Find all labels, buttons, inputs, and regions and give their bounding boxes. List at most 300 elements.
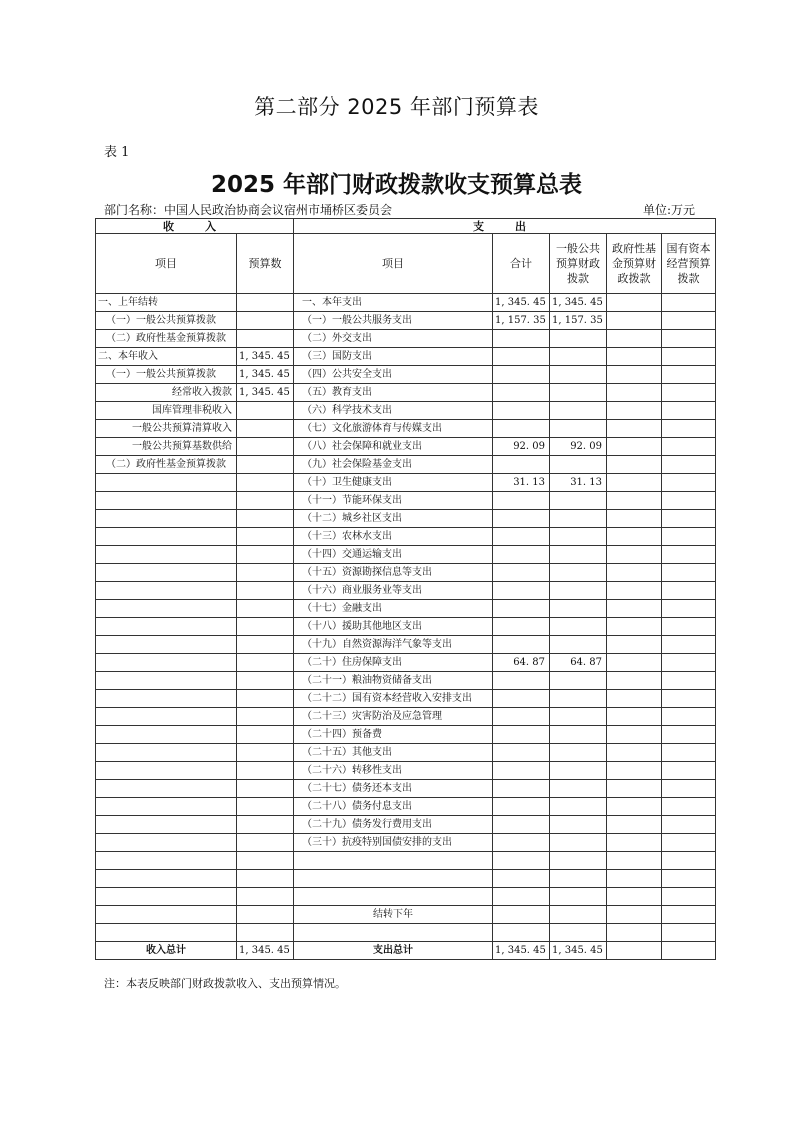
table-row	[96, 474, 716, 492]
income-item-cell: 经常收入拨款	[96, 384, 237, 402]
income-total-amount: 1, 345. 45	[237, 942, 294, 960]
total-cell	[493, 402, 550, 420]
table-row	[96, 510, 716, 528]
total-cell	[493, 384, 550, 402]
income-amount-cell	[237, 456, 294, 474]
income-amount-cell	[237, 924, 294, 942]
table-title: 2025 年部门财政拨款收支预算总表	[210, 172, 583, 198]
general-budget-cell	[550, 492, 607, 510]
income-amount-cell	[237, 510, 294, 528]
total-cell	[493, 816, 550, 834]
unit-label: 单位:万元	[643, 203, 696, 217]
general-budget-cell	[550, 924, 607, 942]
soe-budget-cell	[662, 726, 716, 744]
income-item-cell	[96, 744, 237, 762]
table-row	[96, 528, 716, 546]
total-cell	[493, 924, 550, 942]
table-row	[96, 492, 716, 510]
total-cell	[493, 528, 550, 546]
income-item-cell	[96, 798, 237, 816]
fund-budget-cell	[607, 924, 662, 942]
income-amount-cell	[237, 528, 294, 546]
expense-item-cell: （七）文化旅游体育与传媒支出	[294, 420, 493, 438]
general-budget-cell: 92. 09	[550, 438, 607, 456]
table-number: 表 1	[104, 145, 130, 160]
expense-item-cell: （十二）城乡社区支出	[294, 510, 493, 528]
income-total-label: 收入总计	[96, 942, 237, 960]
fund-budget-cell	[607, 888, 662, 906]
income-item-cell	[96, 600, 237, 618]
general-budget-cell: 1, 345. 45	[550, 294, 607, 312]
income-item-cell	[96, 762, 237, 780]
general-budget-cell: 64. 87	[550, 654, 607, 672]
expense-item-header: 项目	[294, 234, 493, 294]
table-row	[96, 600, 716, 618]
soe-budget-cell	[662, 348, 716, 366]
expense-item-cell: （二十）住房保障支出	[294, 654, 493, 672]
income-amount-cell: 1, 345. 45	[237, 366, 294, 384]
table-row	[96, 582, 716, 600]
fund-budget-cell	[607, 330, 662, 348]
income-item-cell	[96, 582, 237, 600]
expense-item-cell: （二十九）债务发行费用支出	[294, 816, 493, 834]
income-item-cell: 一般公共预算清算收入	[96, 420, 237, 438]
fund-budget-cell	[607, 582, 662, 600]
table-row	[96, 924, 716, 942]
income-item-cell	[96, 852, 237, 870]
fund-budget-cell	[607, 348, 662, 366]
total-cell	[493, 330, 550, 348]
table-row	[96, 816, 716, 834]
table-row	[96, 654, 716, 672]
income-amount-cell	[237, 852, 294, 870]
expense-item-cell: （二十一）粮油物资储备支出	[294, 672, 493, 690]
income-amount-cell	[237, 600, 294, 618]
general-budget-cell	[550, 690, 607, 708]
expense-item-cell: （五）教育支出	[294, 384, 493, 402]
general-budget-cell	[550, 708, 607, 726]
general-budget-cell	[550, 384, 607, 402]
table-row	[96, 690, 716, 708]
fund-budget-cell	[607, 366, 662, 384]
soe-budget-cell	[662, 816, 716, 834]
soe-budget-cell	[662, 510, 716, 528]
total-cell	[493, 546, 550, 564]
income-amount-cell: 1, 345. 45	[237, 348, 294, 366]
total-cell	[493, 600, 550, 618]
soe-budget-cell	[662, 906, 716, 924]
soe-budget-cell	[662, 672, 716, 690]
income-amount-cell	[237, 654, 294, 672]
soe-budget-cell	[662, 330, 716, 348]
income-item-cell	[96, 780, 237, 798]
general-budget-cell	[550, 834, 607, 852]
income-amount-cell	[237, 438, 294, 456]
total-header: 合计	[493, 234, 550, 294]
fund-budget-cell	[607, 294, 662, 312]
general-total-amount: 1, 345. 45	[550, 942, 607, 960]
soe-budget-cell	[662, 600, 716, 618]
fund-budget-cell	[607, 852, 662, 870]
income-amount-cell	[237, 402, 294, 420]
expense-item-cell: （十三）农林水支出	[294, 528, 493, 546]
soe-budget-cell	[662, 852, 716, 870]
expense-item-cell	[294, 870, 493, 888]
expense-item-cell: （十七）金融支出	[294, 600, 493, 618]
income-item-cell	[96, 708, 237, 726]
total-cell	[493, 798, 550, 816]
soe-budget-cell	[662, 456, 716, 474]
general-budget-cell	[550, 726, 607, 744]
income-amount-cell	[237, 294, 294, 312]
soe-budget-cell	[662, 708, 716, 726]
expense-item-cell: （三十）抗疫特别国债安排的支出	[294, 834, 493, 852]
income-section-header: 收 入	[96, 219, 294, 234]
total-cell	[493, 744, 550, 762]
soe-budget-cell	[662, 312, 716, 330]
total-cell	[493, 906, 550, 924]
expense-item-cell: （二十七）债务还本支出	[294, 780, 493, 798]
soe-budget-cell	[662, 528, 716, 546]
income-item-cell	[96, 636, 237, 654]
income-amount-cell	[237, 816, 294, 834]
income-amount-cell	[237, 474, 294, 492]
total-cell	[493, 726, 550, 744]
fund-budget-cell	[607, 456, 662, 474]
expense-item-cell: （四）公共安全支出	[294, 366, 493, 384]
total-cell	[493, 636, 550, 654]
total-cell	[493, 348, 550, 366]
income-amount-cell	[237, 312, 294, 330]
income-item-cell	[96, 690, 237, 708]
income-amount-cell	[237, 330, 294, 348]
table-row	[96, 798, 716, 816]
soe-budget-cell	[662, 438, 716, 456]
expense-item-cell: （十）卫生健康支出	[294, 474, 493, 492]
expense-item-cell: （六）科学技术支出	[294, 402, 493, 420]
general-budget-cell	[550, 744, 607, 762]
expense-item-cell: 结转下年	[294, 906, 493, 924]
income-amount-cell	[237, 906, 294, 924]
fund-budget-cell	[607, 420, 662, 438]
total-cell	[493, 834, 550, 852]
income-item-cell	[96, 834, 237, 852]
soe-total-amount	[662, 942, 716, 960]
table-row	[96, 420, 716, 438]
general-budget-cell	[550, 852, 607, 870]
income-item-cell	[96, 618, 237, 636]
general-budget-cell	[550, 564, 607, 582]
income-item-cell	[96, 546, 237, 564]
table-row	[96, 348, 716, 366]
income-item-cell	[96, 510, 237, 528]
table-note: 注：本表反映部门财政拨款收入、支出预算情况。	[104, 977, 346, 990]
table-row	[96, 330, 716, 348]
fund-budget-cell	[607, 726, 662, 744]
general-budget-cell	[550, 402, 607, 420]
income-amount-cell	[237, 726, 294, 744]
fund-budget-cell	[607, 708, 662, 726]
income-item-cell	[96, 564, 237, 582]
total-cell: 92. 09	[493, 438, 550, 456]
fund-budget-cell	[607, 744, 662, 762]
total-cell	[493, 582, 550, 600]
fund-budget-cell	[607, 816, 662, 834]
table-row	[96, 870, 716, 888]
total-row	[96, 942, 716, 960]
income-amount-cell	[237, 492, 294, 510]
total-cell	[493, 456, 550, 474]
income-budget-header: 预算数	[237, 234, 294, 294]
soe-budget-cell	[662, 744, 716, 762]
soe-budget-cell	[662, 474, 716, 492]
expense-item-cell: （九）社会保险基金支出	[294, 456, 493, 474]
income-amount-cell: 1, 345. 45	[237, 384, 294, 402]
section-header-row	[96, 219, 716, 234]
soe-budget-cell	[662, 924, 716, 942]
income-amount-cell	[237, 888, 294, 906]
general-budget-cell	[550, 366, 607, 384]
fund-budget-cell	[607, 528, 662, 546]
expense-item-cell: （二十四）预备费	[294, 726, 493, 744]
income-item-cell: 一、上年结转	[96, 294, 237, 312]
fund-budget-cell	[607, 474, 662, 492]
expense-item-cell: （十四）交通运输支出	[294, 546, 493, 564]
income-amount-cell	[237, 546, 294, 564]
fund-budget-cell	[607, 384, 662, 402]
general-budget-cell	[550, 798, 607, 816]
fund-budget-cell	[607, 438, 662, 456]
table-row	[96, 888, 716, 906]
income-item-cell: 国库管理非税收入	[96, 402, 237, 420]
expense-item-cell: （二十五）其他支出	[294, 744, 493, 762]
soe-budget-cell	[662, 618, 716, 636]
total-cell	[493, 366, 550, 384]
expense-item-cell: 一、本年支出	[294, 294, 493, 312]
fund-budget-cell	[607, 798, 662, 816]
fund-budget-cell	[607, 654, 662, 672]
fund-budget-cell	[607, 546, 662, 564]
expense-total-amount: 1, 345. 45	[493, 942, 550, 960]
expense-item-cell: （十一）节能环保支出	[294, 492, 493, 510]
soe-budget-cell	[662, 870, 716, 888]
fund-budget-header: 政府性基金预算财政拨款	[607, 234, 662, 294]
total-cell	[493, 618, 550, 636]
general-budget-cell	[550, 636, 607, 654]
income-amount-cell	[237, 690, 294, 708]
total-cell: 31. 13	[493, 474, 550, 492]
expense-item-cell: （二十三）灾害防治及应急管理	[294, 708, 493, 726]
soe-budget-cell	[662, 402, 716, 420]
total-cell	[493, 888, 550, 906]
table-row	[96, 726, 716, 744]
page-part-title: 第二部分 2025 年部门预算表	[254, 95, 539, 119]
table-row	[96, 294, 716, 312]
soe-budget-cell	[662, 564, 716, 582]
expense-item-cell: （二）外交支出	[294, 330, 493, 348]
soe-budget-cell	[662, 546, 716, 564]
general-budget-cell	[550, 420, 607, 438]
general-budget-cell	[550, 348, 607, 366]
expense-item-cell: （十六）商业服务业等支出	[294, 582, 493, 600]
expense-item-cell: （二十六）转移性支出	[294, 762, 493, 780]
total-cell	[493, 762, 550, 780]
soe-budget-cell	[662, 582, 716, 600]
fund-budget-cell	[607, 492, 662, 510]
table-row	[96, 456, 716, 474]
total-cell	[493, 780, 550, 798]
income-item-cell	[96, 870, 237, 888]
expense-item-cell: （三）国防支出	[294, 348, 493, 366]
fund-budget-cell	[607, 690, 662, 708]
income-amount-cell	[237, 636, 294, 654]
soe-budget-cell	[662, 888, 716, 906]
table-row	[96, 384, 716, 402]
soe-budget-cell	[662, 798, 716, 816]
fund-budget-cell	[607, 600, 662, 618]
soe-budget-cell	[662, 492, 716, 510]
table-row	[96, 366, 716, 384]
table-row	[96, 744, 716, 762]
income-item-cell	[96, 726, 237, 744]
income-item-cell: （一）一般公共预算拨款	[96, 312, 237, 330]
general-budget-cell	[550, 600, 607, 618]
fund-budget-cell	[607, 762, 662, 780]
income-amount-cell	[237, 582, 294, 600]
table-row	[96, 402, 716, 420]
general-budget-cell	[550, 780, 607, 798]
expense-item-cell	[294, 852, 493, 870]
income-item-cell	[96, 816, 237, 834]
expense-item-cell	[294, 924, 493, 942]
soe-budget-cell	[662, 780, 716, 798]
general-budget-cell	[550, 888, 607, 906]
table-row	[96, 546, 716, 564]
fund-budget-cell	[607, 672, 662, 690]
total-cell: 64. 87	[493, 654, 550, 672]
general-budget-cell: 31. 13	[550, 474, 607, 492]
expense-section-header: 支 出	[294, 219, 716, 234]
fund-budget-cell	[607, 312, 662, 330]
fund-budget-cell	[607, 906, 662, 924]
income-amount-cell	[237, 870, 294, 888]
soe-budget-cell	[662, 384, 716, 402]
income-amount-cell	[237, 708, 294, 726]
soe-budget-cell	[662, 654, 716, 672]
income-amount-cell	[237, 420, 294, 438]
income-item-cell: （二）政府性基金预算拨款	[96, 456, 237, 474]
fund-budget-cell	[607, 870, 662, 888]
income-item-cell	[96, 654, 237, 672]
income-item-cell: 二、本年收入	[96, 348, 237, 366]
fund-budget-cell	[607, 564, 662, 582]
table-row	[96, 438, 716, 456]
total-cell	[493, 870, 550, 888]
general-budget-cell	[550, 330, 607, 348]
fund-budget-cell	[607, 834, 662, 852]
general-budget-cell	[550, 672, 607, 690]
expense-item-cell: （十九）自然资源海洋气象等支出	[294, 636, 493, 654]
income-amount-cell	[237, 798, 294, 816]
expense-item-cell: （八）社会保障和就业支出	[294, 438, 493, 456]
general-budget-cell	[550, 582, 607, 600]
expense-item-cell: （十五）资源勘探信息等支出	[294, 564, 493, 582]
income-item-header: 项目	[96, 234, 237, 294]
soe-budget-cell	[662, 762, 716, 780]
fund-budget-cell	[607, 618, 662, 636]
soe-budget-cell	[662, 834, 716, 852]
income-item-cell	[96, 492, 237, 510]
general-budget-header: 一般公共预算财政拨款	[550, 234, 607, 294]
table-row	[96, 780, 716, 798]
general-budget-cell	[550, 510, 607, 528]
income-amount-cell	[237, 618, 294, 636]
income-item-cell	[96, 474, 237, 492]
table-row	[96, 564, 716, 582]
income-item-cell	[96, 888, 237, 906]
income-item-cell	[96, 924, 237, 942]
total-cell: 1, 157. 35	[493, 312, 550, 330]
budget-table	[95, 218, 716, 960]
expense-item-cell: （一）一般公共服务支出	[294, 312, 493, 330]
total-cell	[493, 420, 550, 438]
general-budget-cell	[550, 546, 607, 564]
income-amount-cell	[237, 672, 294, 690]
income-item-cell	[96, 906, 237, 924]
fund-budget-cell	[607, 780, 662, 798]
general-budget-cell	[550, 618, 607, 636]
fund-total-amount	[607, 942, 662, 960]
expense-item-cell: （十八）援助其他地区支出	[294, 618, 493, 636]
income-item-cell	[96, 528, 237, 546]
total-cell	[493, 492, 550, 510]
total-cell	[493, 690, 550, 708]
income-amount-cell	[237, 834, 294, 852]
general-budget-cell	[550, 870, 607, 888]
total-cell: 1, 345. 45	[493, 294, 550, 312]
total-cell	[493, 672, 550, 690]
soe-budget-cell	[662, 420, 716, 438]
soe-budget-cell	[662, 636, 716, 654]
general-budget-cell	[550, 762, 607, 780]
income-item-cell: 一般公共预算基数供给	[96, 438, 237, 456]
expense-item-cell: （二十八）债务付息支出	[294, 798, 493, 816]
general-budget-cell	[550, 528, 607, 546]
table-row	[96, 672, 716, 690]
table-row	[96, 762, 716, 780]
general-budget-cell	[550, 816, 607, 834]
table-row	[96, 618, 716, 636]
column-header-row	[96, 234, 716, 294]
total-cell	[493, 708, 550, 726]
general-budget-cell	[550, 906, 607, 924]
income-amount-cell	[237, 762, 294, 780]
table-row	[96, 852, 716, 870]
income-item-cell: （一）一般公共预算拨款	[96, 366, 237, 384]
expense-item-cell: （二十二）国有资本经营收入安排支出	[294, 690, 493, 708]
table-row	[96, 708, 716, 726]
income-item-cell	[96, 672, 237, 690]
total-cell	[493, 564, 550, 582]
income-item-cell: （二）政府性基金预算拨款	[96, 330, 237, 348]
soe-budget-cell	[662, 366, 716, 384]
fund-budget-cell	[607, 636, 662, 654]
total-cell	[493, 852, 550, 870]
expense-item-cell	[294, 888, 493, 906]
general-budget-cell	[550, 456, 607, 474]
general-budget-cell: 1, 157. 35	[550, 312, 607, 330]
department-name: 部门名称：中国人民政治协商会议宿州市埇桥区委员会	[104, 203, 393, 217]
